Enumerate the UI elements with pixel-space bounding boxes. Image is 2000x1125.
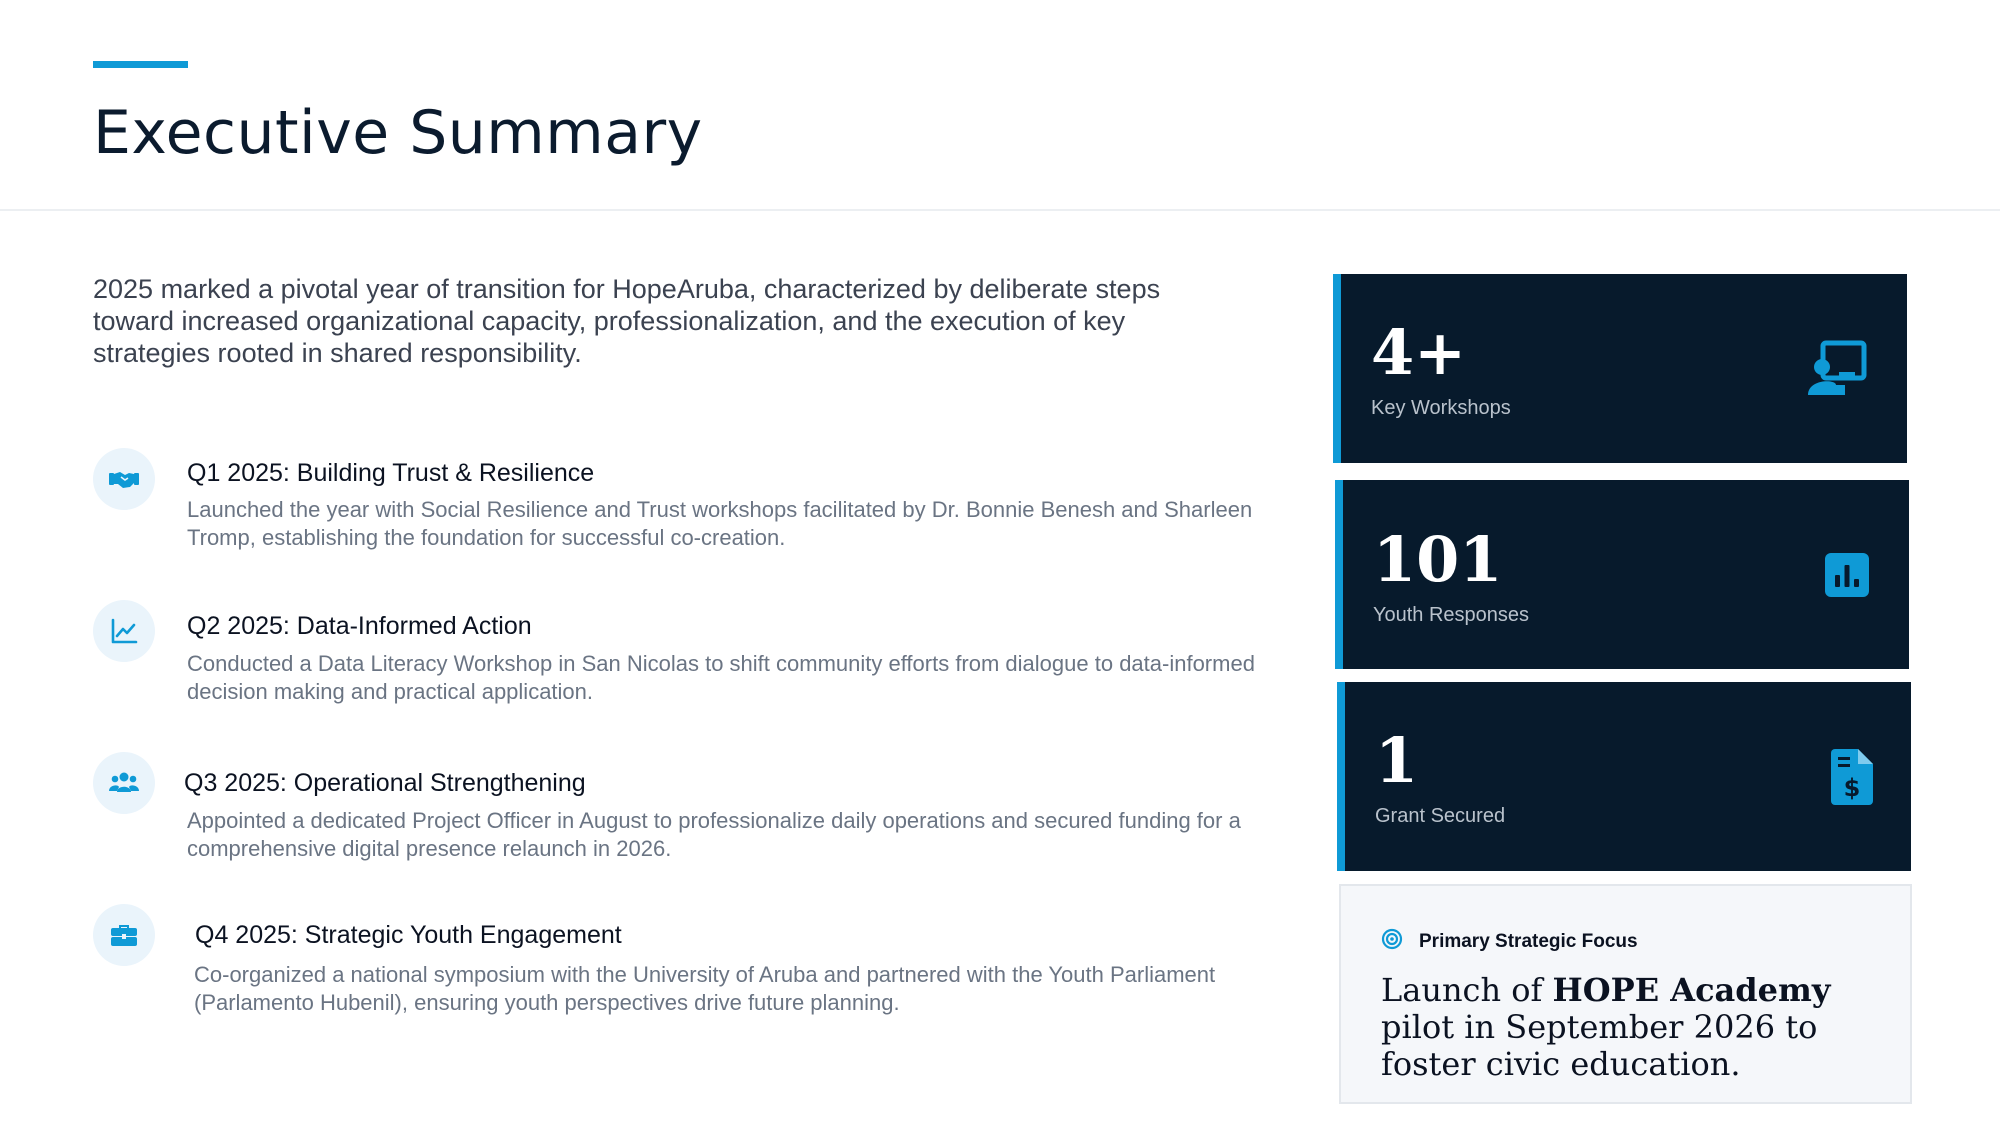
timeline-item-q1	[93, 448, 1273, 578]
timeline-item-q4	[93, 904, 1273, 1034]
focus-header	[1381, 928, 1638, 955]
timeline-item-q2	[93, 600, 1273, 730]
handshake-icon	[93, 448, 155, 510]
timeline-description: Appointed a dedicated Project Officer in August to professionalize daily operations and secured funding for a comprehensive digital presence relaunch in 2026.	[187, 808, 1241, 861]
focus-text-before: Launch of	[1381, 971, 1553, 1009]
timeline-description: Co-organized a national symposium with the University of Aruba and partnered with the Youth Parliament (Parlamento Hubenil), ensuring youth perspectives drive future planning.	[194, 962, 1216, 1015]
stat-label: Youth Responses	[1373, 604, 1530, 626]
bar-chart-square-icon	[1823, 551, 1871, 599]
focus-text-after: pilot in September 2026 to foster civic education.	[1381, 1008, 1818, 1083]
focus-label: Primary Strategic Focus	[1419, 930, 1638, 952]
stat-card-accent-edge	[1333, 274, 1341, 463]
target-icon	[1381, 928, 1403, 955]
stat-card-grant	[1337, 682, 1911, 871]
stat-value: 4+	[1371, 316, 1467, 389]
users-icon	[93, 752, 155, 814]
header-divider	[0, 209, 2000, 211]
page-title: Executive Summary	[93, 98, 703, 168]
stat-value: 101	[1373, 523, 1503, 596]
stat-label: Grant Secured	[1375, 805, 1506, 827]
timeline-title: Q3 2025: Operational Strengthening	[184, 769, 586, 797]
briefcase-icon	[93, 904, 155, 966]
stat-card-accent-edge	[1335, 480, 1343, 669]
stat-card-workshops	[1333, 274, 1907, 463]
stat-value: 1	[1375, 724, 1419, 797]
timeline-item-q3	[93, 752, 1273, 882]
title-accent-bar	[93, 61, 188, 68]
focus-statement	[1381, 972, 1891, 1083]
stat-label: Key Workshops	[1371, 397, 1511, 419]
focus-text-emphasis: HOPE Academy	[1552, 971, 1831, 1009]
stat-card-accent-edge	[1337, 682, 1345, 871]
chalkboard-teacher-icon	[1805, 338, 1869, 402]
timeline-description: Launched the year with Social Resilience and Trust workshops facilitated by Dr. Bonnie Benesh and Sharleen Tromp, establishing the foundation for successful co-creation.	[187, 497, 1253, 550]
svg-text:$: $	[1843, 774, 1861, 802]
primary-focus-card	[1339, 884, 1912, 1104]
stat-card-responses	[1335, 480, 1909, 669]
timeline-title: Q1 2025: Building Trust & Resilience	[187, 459, 595, 487]
timeline-title: Q4 2025: Strategic Youth Engagement	[195, 921, 622, 949]
timeline-title: Q2 2025: Data-Informed Action	[187, 612, 532, 640]
timeline-description: Conducted a Data Literacy Workshop in San Nicolas to shift community efforts from dialogue to data-informed decision making and practical application.	[187, 651, 1255, 704]
invoice-dollar-icon	[1831, 749, 1873, 805]
line-chart-icon	[93, 600, 155, 662]
intro-paragraph: 2025 marked a pivotal year of transition for HopeAruba, characterized by deliberate steps toward increased organizational capacity, professionalization, and the execution of key strategies rooted in shared responsibility.	[93, 274, 1161, 368]
